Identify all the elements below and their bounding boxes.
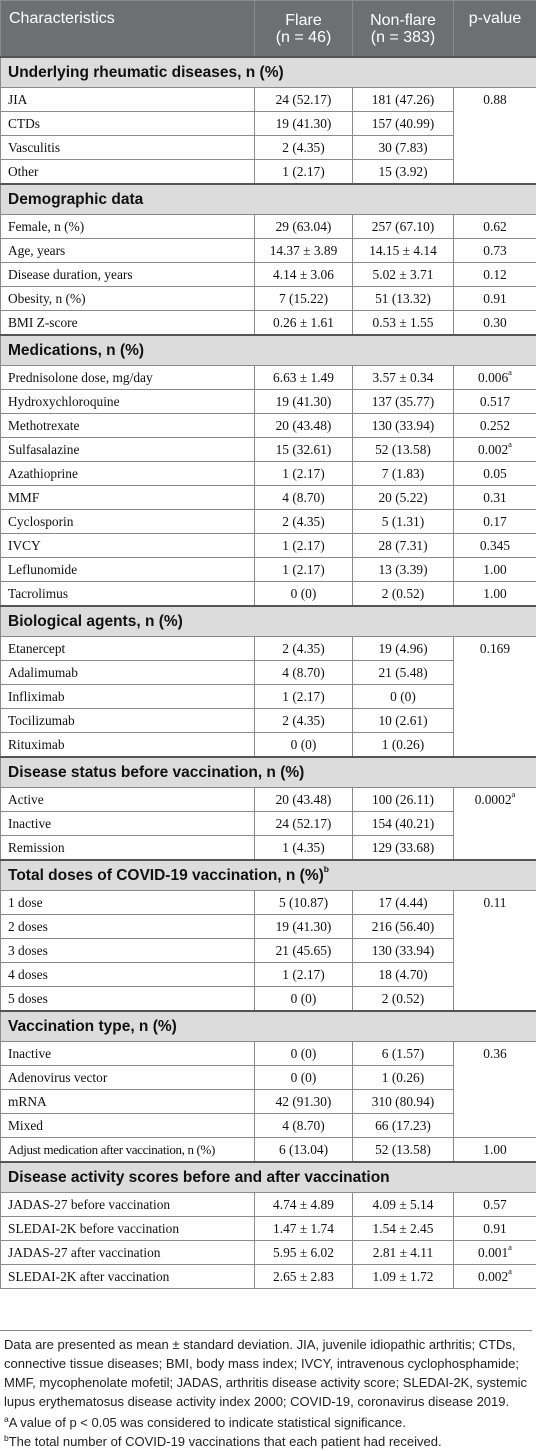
table-row <box>1 558 536 582</box>
flare-value: 15 (32.61) <box>255 438 353 462</box>
row-label: Remission <box>1 836 255 861</box>
flare-value: 1 (2.17) <box>255 534 353 558</box>
section-header-row <box>1 57 536 88</box>
superscript-mark: a <box>508 1266 512 1276</box>
flare-value: 0 (0) <box>255 1042 353 1066</box>
table-row <box>1 1042 536 1066</box>
row-label: SLEDAI-2K after vaccination <box>1 1265 255 1289</box>
section-title <box>1 335 536 366</box>
table-row <box>1 788 536 812</box>
p-value-text: 0.17 <box>483 514 506 529</box>
footnote-b-mark: b <box>4 1433 9 1443</box>
row-label: Female, n (%) <box>1 215 255 239</box>
flare-value: 1 (2.17) <box>255 160 353 185</box>
nonflare-value: 20 (5.22) <box>353 486 454 510</box>
header-nonflare <box>353 1 454 58</box>
flare-value: 19 (41.30) <box>255 915 353 939</box>
table-row <box>1 414 536 438</box>
flare-value: 14.37 ± 3.89 <box>255 239 353 263</box>
header-nonflare-label: Non-flare <box>353 12 453 29</box>
row-label: Obesity, n (%) <box>1 287 255 311</box>
table-row <box>1 637 536 661</box>
table-row <box>1 891 536 915</box>
flare-value: 6.63 ± 1.49 <box>255 366 353 390</box>
table-row <box>1 510 536 534</box>
p-value <box>454 239 536 263</box>
row-label: mRNA <box>1 1090 255 1114</box>
p-value <box>454 1042 536 1138</box>
row-label: Adalimumab <box>1 661 255 685</box>
flare-value: 4 (8.70) <box>255 486 353 510</box>
nonflare-value: 5 (1.31) <box>353 510 454 534</box>
table-body <box>1 57 536 1289</box>
nonflare-value: 6 (1.57) <box>353 1042 454 1066</box>
row-label: 5 doses <box>1 987 255 1012</box>
table-row <box>1 287 536 311</box>
section-header-row <box>1 757 536 788</box>
footnote-b-text: The total number of COVID-19 vaccinations that each patient had received. <box>9 1434 442 1449</box>
p-value-text: 0.12 <box>483 267 506 282</box>
p-value-text: 0.002 <box>478 442 508 457</box>
p-value-text: 0.30 <box>483 315 506 330</box>
p-value <box>454 366 536 390</box>
section-title <box>1 1162 536 1193</box>
p-value <box>454 534 536 558</box>
header-flare-label: Flare <box>255 12 352 29</box>
footnote-a-text: A value of p < 0.05 was considered to indicate statistical significance. <box>9 1415 406 1430</box>
nonflare-value: 1.09 ± 1.72 <box>353 1265 454 1289</box>
flare-value: 2.65 ± 2.83 <box>255 1265 353 1289</box>
superscript-mark: a <box>508 1242 512 1252</box>
flare-value: 0 (0) <box>255 733 353 758</box>
p-value <box>454 558 536 582</box>
flare-value: 5 (10.87) <box>255 891 353 915</box>
superscript-mark: a <box>508 367 512 377</box>
p-value-text: 0.57 <box>483 1197 506 1212</box>
nonflare-value: 1 (0.26) <box>353 733 454 758</box>
section-title <box>1 57 536 88</box>
flare-value: 20 (43.48) <box>255 788 353 812</box>
section-title-text: Demographic data <box>8 191 143 208</box>
p-value-text: 1.00 <box>483 1142 506 1157</box>
p-value <box>454 486 536 510</box>
p-value <box>454 215 536 239</box>
row-label: CTDs <box>1 112 255 136</box>
p-value <box>454 582 536 607</box>
row-label: Mixed <box>1 1114 255 1138</box>
p-value <box>454 788 536 861</box>
row-label: 1 dose <box>1 891 255 915</box>
nonflare-value: 28 (7.31) <box>353 534 454 558</box>
p-value <box>454 637 536 758</box>
flare-value: 24 (52.17) <box>255 812 353 836</box>
section-title-text: Medications, n (%) <box>8 342 144 359</box>
row-label: Adjust medication after vaccination, n (%) <box>1 1138 255 1163</box>
superscript-mark: b <box>324 864 329 874</box>
flare-value: 0 (0) <box>255 1066 353 1090</box>
row-label: 3 doses <box>1 939 255 963</box>
section-header-row <box>1 1011 536 1042</box>
nonflare-value: 52 (13.58) <box>353 1138 454 1163</box>
nonflare-value: 51 (13.32) <box>353 287 454 311</box>
nonflare-value: 66 (17.23) <box>353 1114 454 1138</box>
flare-value: 0 (0) <box>255 987 353 1012</box>
table-row <box>1 534 536 558</box>
section-title <box>1 184 536 215</box>
flare-value: 0.26 ± 1.61 <box>255 311 353 336</box>
p-value-text: 0.0002 <box>475 792 512 807</box>
p-value-text: 1.00 <box>483 586 506 601</box>
row-label: Rituximab <box>1 733 255 758</box>
nonflare-value: 5.02 ± 3.71 <box>353 263 454 287</box>
nonflare-value: 157 (40.99) <box>353 112 454 136</box>
p-value-text: 0.252 <box>480 418 510 433</box>
row-label: JADAS-27 after vaccination <box>1 1241 255 1265</box>
section-title-text: Disease status before vaccination, n (%) <box>8 764 304 781</box>
p-value-text: 0.002 <box>478 1269 508 1284</box>
row-label: Vasculitis <box>1 136 255 160</box>
flare-value: 20 (43.48) <box>255 414 353 438</box>
table-row <box>1 1265 536 1289</box>
p-value <box>454 1193 536 1217</box>
nonflare-value: 15 (3.92) <box>353 160 454 185</box>
row-label: 2 doses <box>1 915 255 939</box>
row-label: Other <box>1 160 255 185</box>
p-value <box>454 390 536 414</box>
table-row <box>1 239 536 263</box>
header-nonflare-n: (n = 383) <box>353 29 453 46</box>
section-title <box>1 757 536 788</box>
p-value <box>454 1138 536 1163</box>
p-value-text: 0.006 <box>478 370 508 385</box>
header-flare-n: (n = 46) <box>255 29 352 46</box>
nonflare-value: 310 (80.94) <box>353 1090 454 1114</box>
nonflare-value: 4.09 ± 5.14 <box>353 1193 454 1217</box>
nonflare-value: 52 (13.58) <box>353 438 454 462</box>
footnote-a <box>4 1413 532 1432</box>
section-title-text: Vaccination type, n (%) <box>8 1018 177 1035</box>
table-row <box>1 88 536 112</box>
nonflare-value: 130 (33.94) <box>353 939 454 963</box>
row-label: Inactive <box>1 1042 255 1066</box>
nonflare-value: 1 (0.26) <box>353 1066 454 1090</box>
nonflare-value: 137 (35.77) <box>353 390 454 414</box>
row-label: JADAS-27 before vaccination <box>1 1193 255 1217</box>
flare-value: 2 (4.35) <box>255 136 353 160</box>
row-label: Age, years <box>1 239 255 263</box>
row-label: BMI Z-score <box>1 311 255 336</box>
flare-value: 6 (13.04) <box>255 1138 353 1163</box>
nonflare-value: 130 (33.94) <box>353 414 454 438</box>
p-value <box>454 311 536 336</box>
nonflare-value: 14.15 ± 4.14 <box>353 239 454 263</box>
row-label: JIA <box>1 88 255 112</box>
nonflare-value: 7 (1.83) <box>353 462 454 486</box>
table-row <box>1 311 536 336</box>
table-row <box>1 366 536 390</box>
flare-value: 4 (8.70) <box>255 661 353 685</box>
p-value <box>454 88 536 185</box>
flare-value: 2 (4.35) <box>255 510 353 534</box>
nonflare-value: 0 (0) <box>353 685 454 709</box>
flare-value: 2 (4.35) <box>255 709 353 733</box>
nonflare-value: 3.57 ± 0.34 <box>353 366 454 390</box>
p-value-text: 0.001 <box>478 1245 508 1260</box>
table-row <box>1 215 536 239</box>
nonflare-value: 1.54 ± 2.45 <box>353 1217 454 1241</box>
flare-value: 1 (2.17) <box>255 963 353 987</box>
row-label: Active <box>1 788 255 812</box>
section-title-text: Disease activity scores before and after vaccination <box>8 1169 390 1186</box>
table-row <box>1 438 536 462</box>
nonflare-value: 30 (7.83) <box>353 136 454 160</box>
p-value <box>454 287 536 311</box>
p-value-text: 0.88 <box>483 92 506 107</box>
row-label: Inactive <box>1 812 255 836</box>
nonflare-value: 10 (2.61) <box>353 709 454 733</box>
nonflare-value: 2 (0.52) <box>353 582 454 607</box>
row-label: IVCY <box>1 534 255 558</box>
nonflare-value: 13 (3.39) <box>353 558 454 582</box>
p-value-text: 0.91 <box>483 291 506 306</box>
p-value-text: 0.05 <box>483 466 506 481</box>
header-flare <box>255 1 353 58</box>
p-value-text: 0.36 <box>483 1046 506 1061</box>
row-label: Sulfasalazine <box>1 438 255 462</box>
table-row <box>1 462 536 486</box>
nonflare-value: 2.81 ± 4.11 <box>353 1241 454 1265</box>
p-value <box>454 438 536 462</box>
flare-value: 1 (2.17) <box>255 462 353 486</box>
footnote-b <box>4 1432 532 1451</box>
row-label: Hydroxychloroquine <box>1 390 255 414</box>
row-label: 4 doses <box>1 963 255 987</box>
table-row <box>1 582 536 607</box>
flare-value: 29 (63.04) <box>255 215 353 239</box>
nonflare-value: 181 (47.26) <box>353 88 454 112</box>
row-label: Tacrolimus <box>1 582 255 607</box>
nonflare-value: 0.53 ± 1.55 <box>353 311 454 336</box>
row-label: Prednisolone dose, mg/day <box>1 366 255 390</box>
p-value <box>454 462 536 486</box>
p-value-text: 0.73 <box>483 243 506 258</box>
section-title <box>1 860 536 891</box>
p-value-text: 1.00 <box>483 562 506 577</box>
p-value <box>454 414 536 438</box>
row-label: Leflunomide <box>1 558 255 582</box>
p-value-text: 0.345 <box>480 538 510 553</box>
table-header-row <box>1 1 536 58</box>
table-row <box>1 263 536 287</box>
flare-value: 1 (2.17) <box>255 558 353 582</box>
p-value-text: 0.11 <box>484 895 507 910</box>
section-title-text: Total doses of COVID-19 vaccination, n (%) <box>8 867 324 884</box>
p-value <box>454 263 536 287</box>
flare-value: 19 (41.30) <box>255 112 353 136</box>
table-row <box>1 1193 536 1217</box>
section-header-row <box>1 860 536 891</box>
table-row <box>1 390 536 414</box>
superscript-mark: a <box>508 439 512 449</box>
row-label: SLEDAI-2K before vaccination <box>1 1217 255 1241</box>
flare-value: 2 (4.35) <box>255 637 353 661</box>
flare-value: 1 (4.35) <box>255 836 353 861</box>
p-value <box>454 1265 536 1289</box>
flare-value: 24 (52.17) <box>255 88 353 112</box>
table-row <box>1 1217 536 1241</box>
nonflare-value: 21 (5.48) <box>353 661 454 685</box>
nonflare-value: 154 (40.21) <box>353 812 454 836</box>
flare-value: 0 (0) <box>255 582 353 607</box>
nonflare-value: 100 (26.11) <box>353 788 454 812</box>
header-characteristics: Characteristics <box>1 1 255 58</box>
row-label: Cyclosporin <box>1 510 255 534</box>
p-value <box>454 1217 536 1241</box>
row-label: Tocilizumab <box>1 709 255 733</box>
p-value <box>454 1241 536 1265</box>
row-label: Infliximab <box>1 685 255 709</box>
flare-value: 21 (45.65) <box>255 939 353 963</box>
p-value <box>454 891 536 1012</box>
nonflare-value: 17 (4.44) <box>353 891 454 915</box>
section-title-text: Underlying rheumatic diseases, n (%) <box>8 64 284 81</box>
flare-value: 1 (2.17) <box>255 685 353 709</box>
p-value-text: 0.91 <box>483 1221 506 1236</box>
p-value-text: 0.169 <box>480 641 510 656</box>
section-header-row <box>1 184 536 215</box>
flare-value: 42 (91.30) <box>255 1090 353 1114</box>
p-value-text: 0.62 <box>483 219 506 234</box>
section-header-row <box>1 1162 536 1193</box>
flare-value: 19 (41.30) <box>255 390 353 414</box>
flare-value: 4.14 ± 3.06 <box>255 263 353 287</box>
flare-value: 5.95 ± 6.02 <box>255 1241 353 1265</box>
footnote-a-mark: a <box>4 1414 9 1424</box>
row-label: Disease duration, years <box>1 263 255 287</box>
nonflare-value: 257 (67.10) <box>353 215 454 239</box>
flare-value: 1.47 ± 1.74 <box>255 1217 353 1241</box>
section-title <box>1 1011 536 1042</box>
p-value <box>454 510 536 534</box>
nonflare-value: 129 (33.68) <box>353 836 454 861</box>
section-title <box>1 606 536 637</box>
superscript-mark: a <box>512 789 516 799</box>
flare-value: 7 (15.22) <box>255 287 353 311</box>
row-label: Adenovirus vector <box>1 1066 255 1090</box>
table-footnotes <box>0 1330 532 1451</box>
flare-value: 4.74 ± 4.89 <box>255 1193 353 1217</box>
footnote-main: Data are presented as mean ± standard deviation. JIA, juvenile idiopathic arthritis; CTDs, connective tissue diseases; BMI, body mass index; IVCY, intravenous cyclophosphamide; MMF, mycophenolate mofetil; JADAS, arthritis disease activity score; SLEDAI-2K, systemic lupus erythematosus disease activity index 2000; COVID-19, coronavirus disease 2019. <box>4 1335 532 1411</box>
nonflare-value: 216 (56.40) <box>353 915 454 939</box>
section-header-row <box>1 335 536 366</box>
flare-value: 4 (8.70) <box>255 1114 353 1138</box>
p-value-text: 0.31 <box>483 490 506 505</box>
row-label: Azathioprine <box>1 462 255 486</box>
nonflare-value: 18 (4.70) <box>353 963 454 987</box>
p-value-text: 0.517 <box>480 394 510 409</box>
header-pvalue: p-value <box>454 1 536 58</box>
section-title-text: Biological agents, n (%) <box>8 613 183 630</box>
table-row <box>1 1241 536 1265</box>
nonflare-value: 19 (4.96) <box>353 637 454 661</box>
nonflare-value: 2 (0.52) <box>353 987 454 1012</box>
row-label: Etanercept <box>1 637 255 661</box>
table-row <box>1 1138 536 1163</box>
section-header-row <box>1 606 536 637</box>
row-label: MMF <box>1 486 255 510</box>
table-row <box>1 486 536 510</box>
row-label: Methotrexate <box>1 414 255 438</box>
